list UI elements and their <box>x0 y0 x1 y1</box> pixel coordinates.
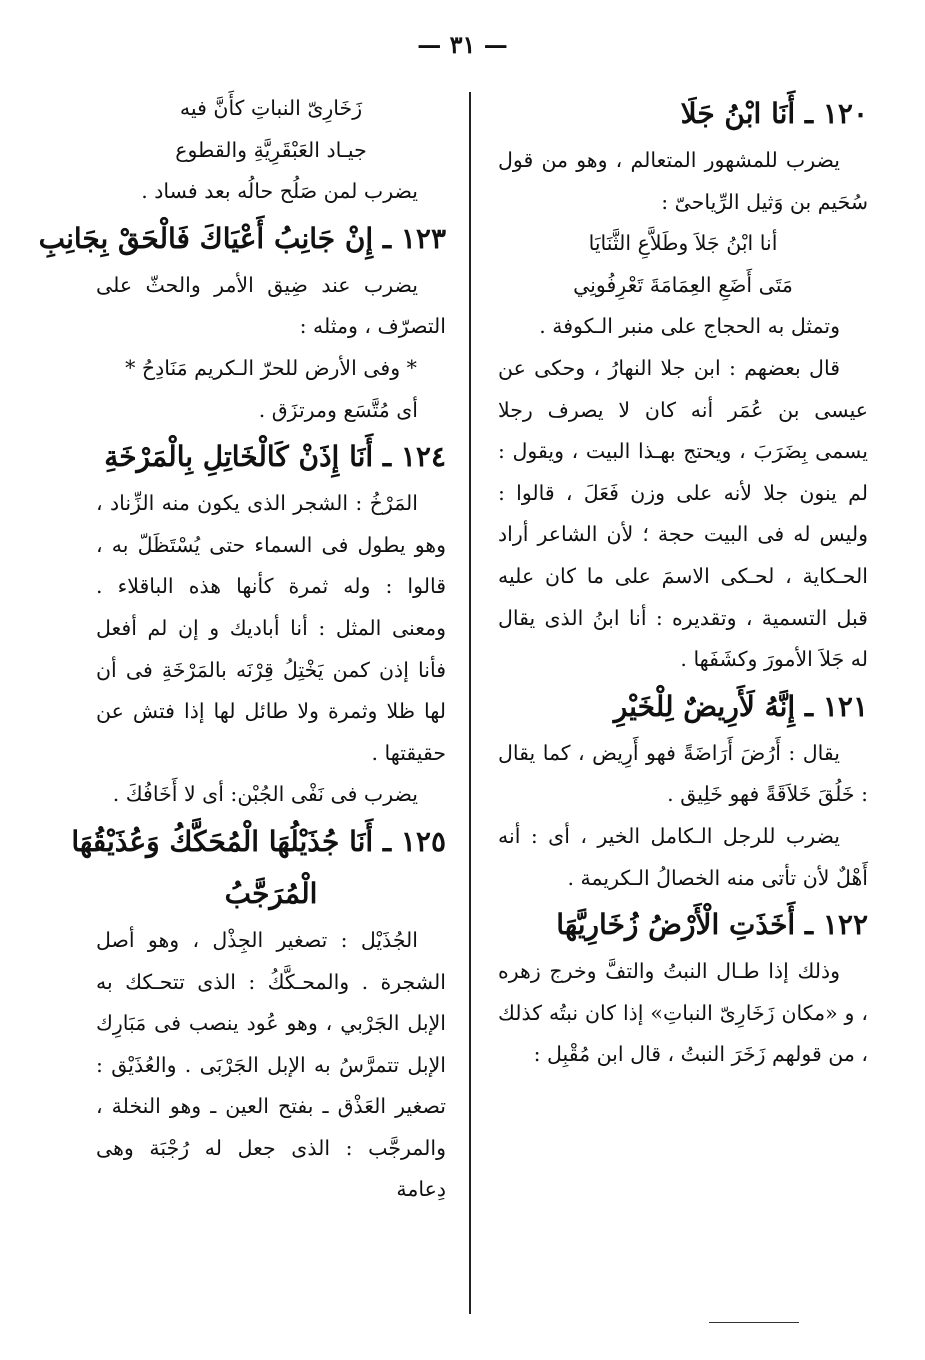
page-number: — ٣١ — <box>417 30 508 59</box>
left-column <box>38 88 446 1211</box>
proverb-heading-continuation: الْمُرَجَّبُ <box>224 876 318 910</box>
verse-line: جيـاد العَبْقَرِيَّةِ والقطوع <box>175 137 367 162</box>
verse-line: مَتَى أَضَعِ العِمَامَةَ تَعْرِفُونِي <box>573 272 793 297</box>
verse-line: أنا ابْنُ جَلاَ وطَلاَّعِ الثَّنَايَا <box>588 231 778 256</box>
verse-line: * وفى الأرض للحرّ الـكريم مَنَادِحُ * <box>125 355 417 380</box>
verse-line: زَخَارِىّ النباتِ كأَنَّ فيه <box>179 96 363 120</box>
proverb-heading: ١٢٤ ـ أَنَا إِذَنْ كَالْخَاتِلِ بِالْمَرْخَةِ <box>104 440 446 474</box>
paragraph: وذلك إذا طـال النبتُ والتفَّ وخرج زهره ، و «مكان زَخَارِىّ النباتِ» إذا كان نبتُه كذلك ، من قولهم زَخَرَ النبتُ ، قال ابن مُقْبِل : <box>498 959 868 1067</box>
proverb-heading: ١٢٢ ـ أَخَذَتِ الْأَرْضُ زُخَارِيَّهَا <box>556 908 868 942</box>
paragraph: وتمثل به الحجاج على منبر الـكوفة . <box>539 314 840 339</box>
paragraph: قال بعضهم : ابن جلا النهارُ ، وحكى عن عيسى بن عُمَر أنه كان لا يصرف رجلا يسمى بِضَرَبَ ، ويحتج بهـذا البيت ، ويقول : لم ينون جلا لأنه على وزن فَعَلَ ، قالوا : وليس له فى البيت حجة ؛ لأن الشاعر أراد الحـكاية ، لحـكى الاسمَ على ما كان عليه قبل التسمية ، وتقديره : أنا ابنُ الذى يقال له جَلاَ الأمورَ وكشَفَها . <box>498 355 868 672</box>
footnote-rule <box>709 1322 799 1323</box>
proverb-heading: ١٢٥ ـ أَنَا جُذَيْلُهَا الْمُحَكَّكُ وَعُذَيْقُهَا <box>71 824 446 858</box>
paragraph: يضرب عند ضِيق الأمر والحثّ على التصرّف ، ومثله : <box>96 272 446 339</box>
paragraph: يضرب لمن صَلُح حالُه بعد فساد . <box>141 179 418 204</box>
paragraph: أى مُتَّسَع ومرتزَق . <box>258 397 418 422</box>
proverb-heading: ١٢٠ ـ أَنَا ابْنُ جَلَا <box>680 97 868 130</box>
right-column <box>498 88 868 1076</box>
paragraph: المَرْخُ : الشجر الذى يكون منه الزِّناد ، وهو يطول فى السماء حتى يُسْتَظَلّ به ، قالوا : وله ثمرة كأنها هذه الباقلاء . ومعنى المثل : أنا أباديك و إن لم أفعل فأنا إذن كمن يَخْتِلُ قِرْنَه بالمَرْخَةِ فى أن لها ظلا وثمرة ولا طائل لها إذا فتش عن حقيقتها . <box>96 491 446 765</box>
paragraph: يضرب للرجل الـكامل الخير ، أى : أنه أَهْلٌ لأن تأتى منه الخصالُ الـكريمة . <box>498 823 868 890</box>
paragraph: الجُذَيْل : تصغير الجِذْل ، وهو أصل الشجرة . والمحـكَّكُ : الذى تتحـكك به الإبل الجَرْبي ، وهو عُود ينصب فى مَبَارِك الإبل تتمرَّسُ به الإبل الجَرْبَى . والعُذَيْق : تصغير العَذْق ـ بفتح العين ـ وهو النخلة ، والمرجَّب : الذى جعل له رُجْبَة وهى دِعامة <box>96 927 446 1202</box>
paragraph: يضرب فى نَفْى الجُبْن: أى لا أَخَافُكَ . <box>112 782 418 807</box>
proverb-heading: ١٢١ ـ إِنَّهُ لَأَرِيضٌ لِلْخَيْرِ <box>613 689 868 723</box>
column-divider <box>469 92 471 1314</box>
paragraph: يضرب للمشهور المتعالم ، وهو من قول سُحَيم بن وَثيل الرِّياحىّ : <box>498 148 868 214</box>
proverb-heading: ١٢٣ ـ إِنْ جَانِبُ أَعْيَاكَ فَالْحَقْ بِجَانِبِ <box>38 221 446 255</box>
paragraph: يقال : أَرُضَ أَرَاضَةً فهو أَرِيض ، كما يقال : خَلُقَ خَلاَقَةً فهو خَلِيق . <box>498 740 868 807</box>
